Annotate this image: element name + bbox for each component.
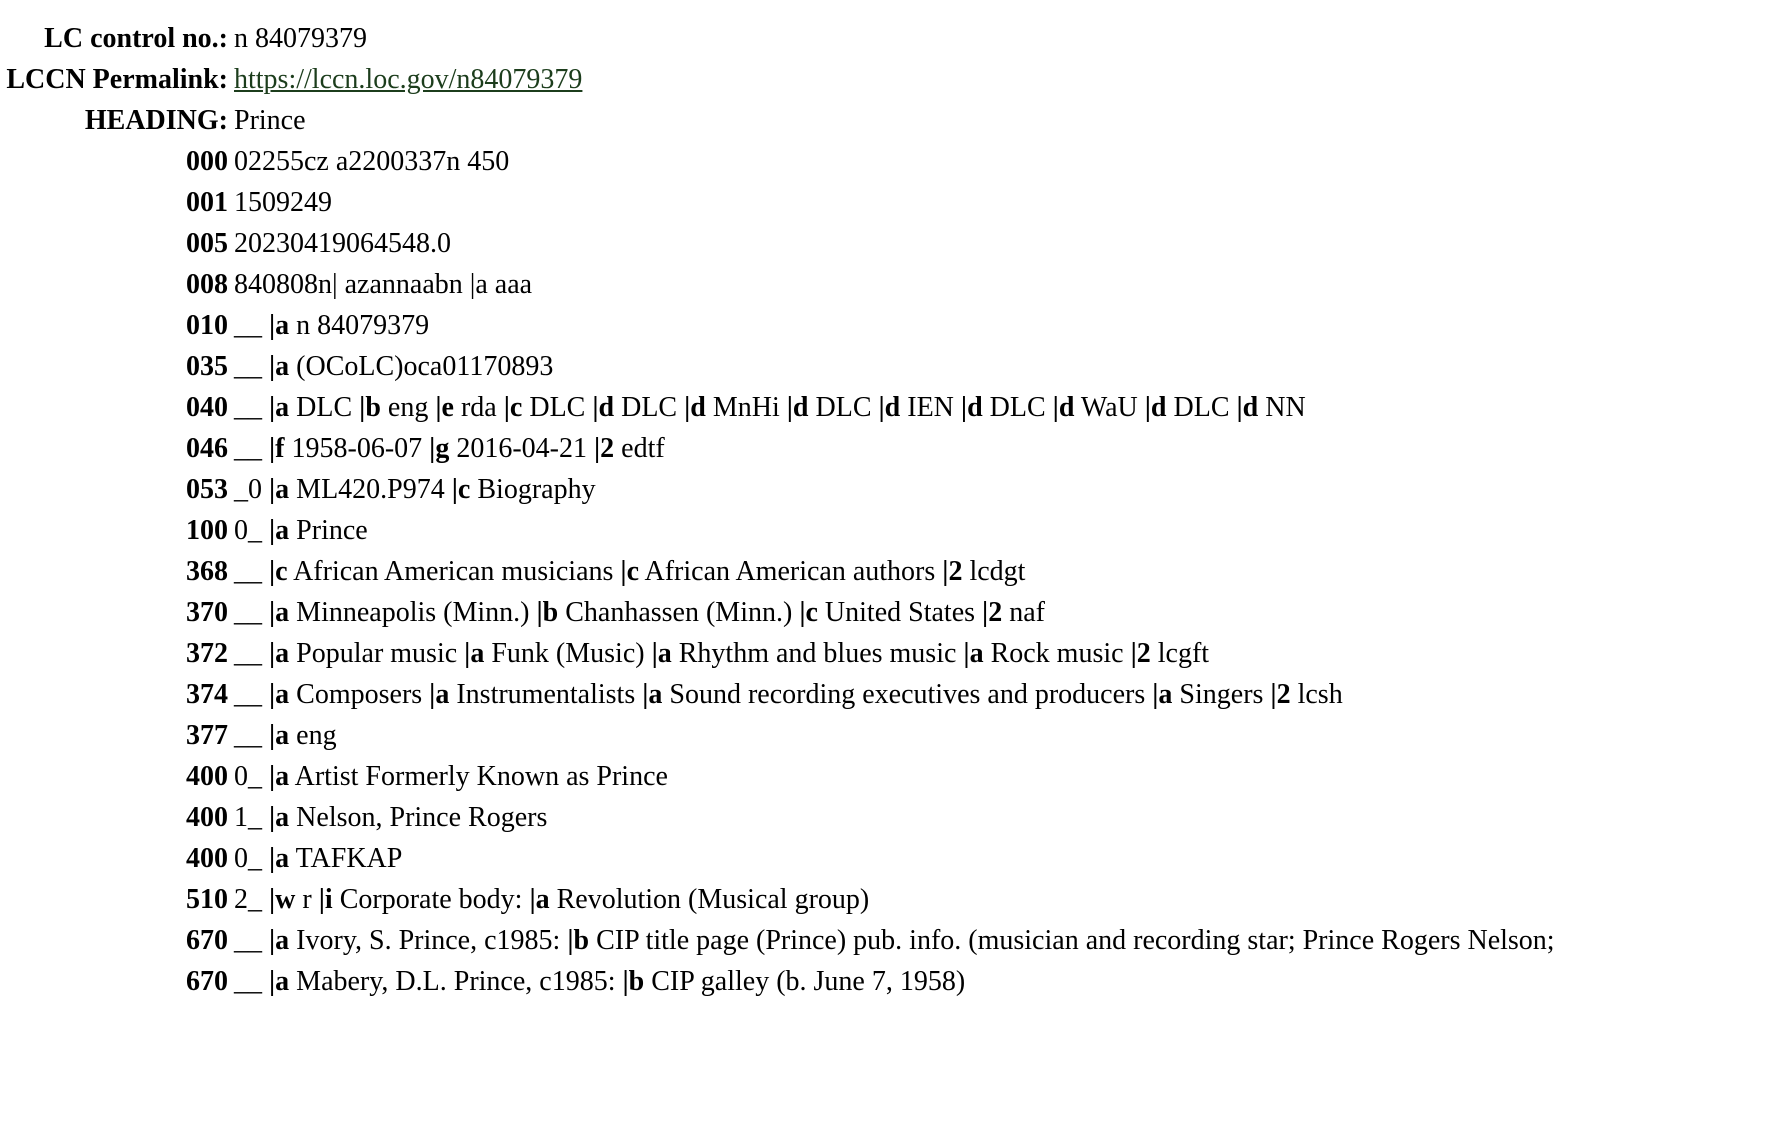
marc-indicators: 0_ <box>234 515 262 546</box>
marc-field-tag: 046 <box>186 433 228 464</box>
subfield-value: 2016-04-21 <box>456 433 587 464</box>
marc-field-tag: 377 <box>186 720 228 751</box>
subfield-code: |b <box>536 597 559 628</box>
subfield-code-letter: c <box>509 392 523 423</box>
subfield-value: DLC <box>815 392 872 423</box>
subfield-code: |a <box>651 638 672 669</box>
subfield-value: CIP galley (b. June 7, 1958) <box>651 966 966 997</box>
subfield-code-letter: d <box>792 392 809 423</box>
subfield-code: |a <box>1152 679 1173 710</box>
subfield-code-letter: b <box>573 925 590 956</box>
subfield-value: n 84079379 <box>296 310 430 341</box>
marc-indicators: __ <box>234 433 262 464</box>
marc-field-row <box>0 879 1772 920</box>
subfield-code-letter: a <box>435 679 450 710</box>
subfield-code: |w <box>269 884 296 915</box>
marc-field-row <box>0 592 1772 633</box>
subfield-code-letter: a <box>275 638 290 669</box>
marc-control-value: 840808n| azannaabn |a aaa <box>234 269 533 300</box>
marc-record-table <box>0 18 1772 1002</box>
subfield-code-letter: d <box>1150 392 1167 423</box>
subfield-code: |a <box>269 515 290 546</box>
marc-field-row <box>0 961 1772 1002</box>
subfield-code: |2 <box>942 556 963 587</box>
subfield-value: Rhythm and blues music <box>678 638 957 669</box>
subfield-value: DLC <box>989 392 1046 423</box>
marc-field-row <box>0 838 1772 879</box>
subfield-value: African American authors <box>644 556 936 587</box>
marc-field-content <box>234 961 1772 1002</box>
subfield-code: |d <box>1236 392 1259 423</box>
subfield-value: Revolution (Musical group) <box>556 884 870 915</box>
marc-field-content <box>234 428 1772 469</box>
subfield-code: |a <box>464 638 485 669</box>
subfield-code: |g <box>429 433 450 464</box>
marc-field-content <box>234 510 1772 551</box>
marc-field-tag: 510 <box>186 884 228 915</box>
marc-field-row <box>0 756 1772 797</box>
marc-field-tag: 400 <box>186 843 228 874</box>
marc-field-tag: 670 <box>186 925 228 956</box>
subfield-code-letter: a <box>275 802 290 833</box>
marc-field-tag: 010 <box>186 310 228 341</box>
subfield-code-letter: a <box>275 310 290 341</box>
subfield-value: Corporate body: <box>339 884 523 915</box>
subfield-code-letter: a <box>969 638 984 669</box>
marc-field-content <box>234 469 1772 510</box>
subfield-code: |a <box>269 474 290 505</box>
subfield-code-letter: 2 <box>948 556 963 587</box>
subfield-value: r <box>302 884 312 915</box>
subfield-value: DLC <box>296 392 353 423</box>
subfield-code: |a <box>269 761 290 792</box>
marc-field-content <box>234 387 1772 428</box>
subfield-code-letter: a <box>275 515 290 546</box>
subfield-code-letter: c <box>457 474 471 505</box>
marc-indicators: __ <box>234 392 262 423</box>
subfield-code: |b <box>359 392 381 423</box>
marc-indicators: _0 <box>234 474 262 505</box>
subfield-value: Composers <box>296 679 423 710</box>
subfield-code-letter: c <box>275 556 288 587</box>
subfield-value: lcsh <box>1297 679 1343 710</box>
subfield-value: Funk (Music) <box>491 638 645 669</box>
subfield-code-letter: 2 <box>1276 679 1291 710</box>
subfield-code: |e <box>435 392 454 423</box>
marc-indicators: 0_ <box>234 761 262 792</box>
subfield-code-letter: g <box>435 433 450 464</box>
subfield-code: |c <box>269 556 288 587</box>
lc-control-label: LC control no.: <box>44 23 228 54</box>
marc-field-tag: 400 <box>186 802 228 833</box>
subfield-code: |d <box>960 392 983 423</box>
subfield-value: rda <box>460 392 497 423</box>
subfield-code: |b <box>622 966 645 997</box>
subfield-code-letter: e <box>441 392 454 423</box>
subfield-code-letter: a <box>275 474 290 505</box>
subfield-code-letter: w <box>275 884 296 915</box>
subfield-code: |c <box>503 392 523 423</box>
marc-field-content <box>234 920 1772 961</box>
marc-field-content <box>234 879 1772 920</box>
marc-control-value: 20230419064548.0 <box>234 228 451 259</box>
marc-indicators: __ <box>234 351 262 382</box>
subfield-value: eng <box>387 392 429 423</box>
subfield-code: |a <box>269 843 290 874</box>
marc-field-row <box>0 797 1772 838</box>
subfield-code-letter: a <box>470 638 485 669</box>
subfield-value: CIP title page (Prince) pub. info. (musician and recording star; Prince Rogers Nelson; <box>596 925 1555 956</box>
subfield-code-letter: a <box>648 679 663 710</box>
permalink-link[interactable]: https://lccn.loc.gov/n84079379 <box>234 64 583 95</box>
subfield-value: lcdgt <box>969 556 1026 587</box>
subfield-code: |i <box>318 884 333 915</box>
subfield-value: IEN <box>907 392 954 423</box>
subfield-code-letter: a <box>275 392 290 423</box>
marc-field-content <box>234 797 1772 838</box>
lc-control-row <box>0 18 1772 59</box>
subfield-code-letter: c <box>805 597 818 628</box>
subfield-code-letter: a <box>275 679 290 710</box>
subfield-code-letter: 2 <box>600 433 615 464</box>
marc-field-tag: 100 <box>186 515 228 546</box>
subfield-code: |a <box>269 310 290 341</box>
subfield-code: |d <box>684 392 706 423</box>
subfield-code: |c <box>620 556 640 587</box>
subfield-code: |a <box>269 720 290 751</box>
marc-field-content <box>234 182 1772 223</box>
subfield-value: Prince <box>296 515 368 546</box>
marc-field-tag: 000 <box>186 146 228 177</box>
marc-control-value: 1509249 <box>234 187 332 218</box>
marc-field-row <box>0 633 1772 674</box>
subfield-code: |f <box>269 433 285 464</box>
subfield-code: |a <box>269 351 290 382</box>
subfield-code-letter: b <box>628 966 645 997</box>
subfield-code-letter: 2 <box>1136 638 1151 669</box>
marc-field-tag: 035 <box>186 351 228 382</box>
subfield-code: |d <box>878 392 901 423</box>
marc-field-row <box>0 182 1772 223</box>
heading-label: HEADING: <box>84 105 228 136</box>
subfield-code: |c <box>799 597 818 628</box>
marc-field-content <box>234 141 1772 182</box>
marc-field-tag: 008 <box>186 269 228 300</box>
subfield-code-letter: a <box>275 925 290 956</box>
marc-record-body <box>0 18 1772 1002</box>
subfield-code: |a <box>269 925 290 956</box>
subfield-code: |c <box>451 474 471 505</box>
marc-field-tag: 040 <box>186 392 228 423</box>
subfield-value: naf <box>1009 597 1045 628</box>
marc-field-row <box>0 387 1772 428</box>
marc-indicators: __ <box>234 638 262 669</box>
marc-field-row <box>0 510 1772 551</box>
marc-field-tag: 001 <box>186 187 228 218</box>
marc-field-row <box>0 346 1772 387</box>
subfield-code: |d <box>1052 392 1075 423</box>
subfield-code: |a <box>269 679 290 710</box>
marc-field-content <box>234 551 1772 592</box>
subfield-code: |a <box>269 597 290 628</box>
marc-indicators: 1_ <box>234 802 262 833</box>
subfield-code: |a <box>642 679 663 710</box>
subfield-code-letter: d <box>598 392 615 423</box>
subfield-value: ML420.P974 <box>296 474 445 505</box>
subfield-value: Chanhassen (Minn.) <box>565 597 793 628</box>
subfield-value: Popular music <box>296 638 458 669</box>
subfield-code: |d <box>786 392 809 423</box>
subfield-code: |a <box>269 638 290 669</box>
subfield-value: Ivory, S. Prince, c1985: <box>296 925 561 956</box>
subfield-value: Sound recording executives and producers <box>669 679 1146 710</box>
subfield-value: DLC <box>621 392 678 423</box>
subfield-code-letter: d <box>690 392 706 423</box>
subfield-code-letter: a <box>275 351 290 382</box>
subfield-code-letter: d <box>1058 392 1075 423</box>
subfield-code-letter: a <box>275 597 290 628</box>
subfield-code: |2 <box>1130 638 1151 669</box>
marc-field-content <box>234 633 1772 674</box>
heading-value: Prince <box>234 105 306 136</box>
marc-indicators: __ <box>234 720 262 751</box>
subfield-value: 1958-06-07 <box>291 433 423 464</box>
marc-field-tag: 370 <box>186 597 228 628</box>
subfield-code-letter: a <box>535 884 550 915</box>
subfield-code: |a <box>529 884 550 915</box>
marc-field-tag: 368 <box>186 556 228 587</box>
subfield-code: |a <box>269 802 290 833</box>
marc-field-row <box>0 469 1772 510</box>
marc-field-row <box>0 305 1772 346</box>
subfield-code-letter: a <box>657 638 672 669</box>
subfield-code-letter: c <box>626 556 640 587</box>
subfield-code-letter: a <box>275 966 290 997</box>
subfield-value: DLC <box>1173 392 1230 423</box>
marc-indicators: __ <box>234 679 262 710</box>
marc-field-row <box>0 223 1772 264</box>
subfield-value: DLC <box>529 392 586 423</box>
subfield-code-letter: d <box>967 392 983 423</box>
marc-field-row <box>0 428 1772 469</box>
marc-indicators: 0_ <box>234 843 262 874</box>
subfield-code-letter: d <box>884 392 901 423</box>
subfield-code-letter: a <box>1158 679 1173 710</box>
subfield-value: (OCoLC)oca01170893 <box>296 351 554 382</box>
marc-field-row <box>0 551 1772 592</box>
marc-field-row <box>0 715 1772 756</box>
marc-field-row <box>0 920 1772 961</box>
subfield-value: WaU <box>1080 392 1138 423</box>
subfield-code: |2 <box>593 433 615 464</box>
marc-indicators: __ <box>234 925 262 956</box>
marc-field-content <box>234 264 1772 305</box>
subfield-code-letter: a <box>275 843 290 874</box>
subfield-code: |d <box>1144 392 1167 423</box>
subfield-value: Artist Formerly Known as Prince <box>294 761 668 792</box>
subfield-code-letter: b <box>365 392 381 423</box>
permalink-cell <box>234 59 1772 100</box>
subfield-code: |d <box>592 392 615 423</box>
marc-field-row <box>0 264 1772 305</box>
subfield-value: TAFKAP <box>295 843 403 874</box>
marc-field-tag: 400 <box>186 761 228 792</box>
marc-field-content <box>234 756 1772 797</box>
marc-field-content <box>234 838 1772 879</box>
marc-indicators: __ <box>234 966 262 997</box>
subfield-code: |b <box>567 925 590 956</box>
marc-field-tag: 005 <box>186 228 228 259</box>
marc-indicators: 2_ <box>234 884 262 915</box>
subfield-code-letter: f <box>275 433 285 464</box>
subfield-value: Nelson, Prince Rogers <box>296 802 548 833</box>
marc-field-row <box>0 674 1772 715</box>
subfield-value: Instrumentalists <box>456 679 636 710</box>
marc-field-content <box>234 305 1772 346</box>
marc-field-content <box>234 346 1772 387</box>
marc-indicators: __ <box>234 597 262 628</box>
subfield-value: Biography <box>477 474 596 505</box>
subfield-value: United States <box>824 597 976 628</box>
subfield-value: Mabery, D.L. Prince, c1985: <box>296 966 616 997</box>
subfield-code: |a <box>269 392 290 423</box>
marc-field-tag: 670 <box>186 966 228 997</box>
subfield-code: |2 <box>982 597 1003 628</box>
marc-indicators: __ <box>234 310 262 341</box>
subfield-code-letter: a <box>275 761 290 792</box>
subfield-code-letter: i <box>324 884 333 915</box>
subfield-code: |a <box>963 638 984 669</box>
lc-control-value: n 84079379 <box>234 23 367 54</box>
subfield-value: Singers <box>1179 679 1264 710</box>
subfield-code: |a <box>269 966 290 997</box>
subfield-value: eng <box>296 720 337 751</box>
subfield-code: |2 <box>1270 679 1291 710</box>
subfield-code-letter: a <box>275 720 290 751</box>
marc-field-tag: 374 <box>186 679 228 710</box>
marc-field-content <box>234 674 1772 715</box>
marc-indicators: __ <box>234 556 262 587</box>
subfield-value: lcgft <box>1157 638 1210 669</box>
marc-field-tag: 372 <box>186 638 228 669</box>
subfield-value: MnHi <box>712 392 780 423</box>
marc-control-value: 02255cz a2200337n 450 <box>234 146 510 177</box>
subfield-value: NN <box>1265 392 1306 423</box>
subfield-code: |a <box>429 679 450 710</box>
subfield-code-letter: b <box>542 597 559 628</box>
permalink-label: LCCN Permalink: <box>6 64 228 95</box>
subfield-code-letter: d <box>1242 392 1259 423</box>
subfield-value: African American musicians <box>293 556 614 587</box>
subfield-value: Rock music <box>990 638 1124 669</box>
marc-field-content <box>234 715 1772 756</box>
subfield-code-letter: 2 <box>988 597 1003 628</box>
marc-field-content <box>234 223 1772 264</box>
marc-field-row <box>0 141 1772 182</box>
marc-field-content <box>234 592 1772 633</box>
subfield-value: edtf <box>621 433 665 464</box>
marc-field-tag: 053 <box>186 474 228 505</box>
subfield-value: Minneapolis (Minn.) <box>296 597 530 628</box>
heading-row <box>0 100 1772 141</box>
permalink-row <box>0 59 1772 100</box>
